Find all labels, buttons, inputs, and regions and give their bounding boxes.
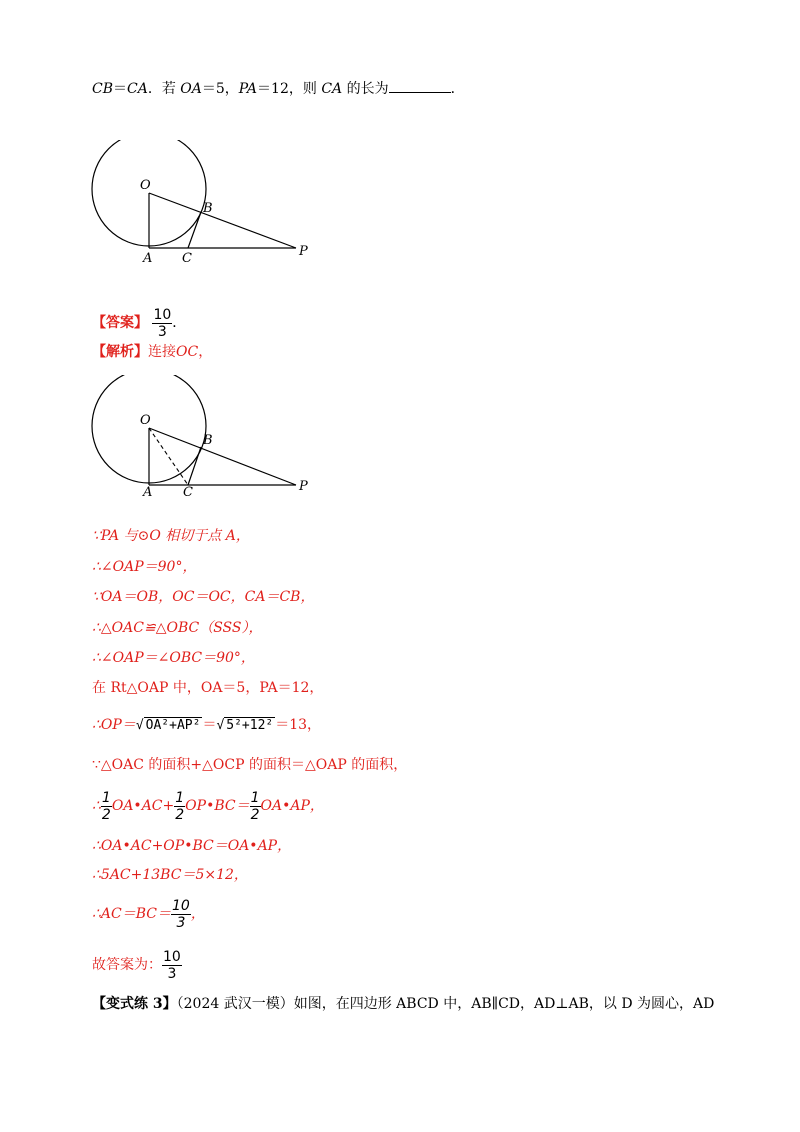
answer-fraction: $\frac{10}{3}$ [153, 306, 172, 340]
step-11: ∴5AC+13BC＝5×12， [92, 867, 248, 883]
step-7-eq: ＝ [202, 717, 217, 733]
label-p-2: P [299, 479, 308, 494]
label-o: O [140, 178, 151, 193]
label-c: C [182, 251, 192, 266]
step-3: ∵OA＝OB，OC＝OC，CA＝CB， [92, 589, 315, 605]
analysis-intro [92, 342, 212, 362]
step-6: 在 Rt△OAP 中，OA＝5，PA＝12， [92, 680, 324, 696]
step-13-text: 故答案为： [92, 957, 162, 973]
step-9-term1: OA•AC+ [111, 798, 175, 814]
step-1: ∵PA 与⊙O 相切于点 A， [92, 528, 250, 544]
step-12-text: ∴AC＝BC＝ [92, 906, 171, 922]
text-cb: CB [92, 81, 113, 97]
step-4: ∴△OAC≌△OBC（SSS）， [92, 620, 263, 636]
answer-blank[interactable] [389, 78, 451, 93]
step-5: ∴∠OAP＝∠OBC＝90°， [92, 650, 255, 666]
step-2: ∴∠OAP＝90°， [92, 559, 197, 575]
half-1: $\frac{1}{2}$ [101, 789, 111, 823]
segment-oc-dashed [149, 428, 188, 485]
segment-op-2 [149, 428, 296, 485]
label-o-2: O [140, 413, 151, 428]
text-ca2: CA [321, 81, 343, 97]
half-3: $\frac{1}{2}$ [250, 789, 260, 823]
answer-line [92, 306, 186, 340]
text-oa-val: ＝5， [201, 81, 239, 97]
analysis-tag: 【解析】 [92, 344, 148, 360]
step-9-therefore: ∴ [92, 798, 101, 814]
variant-exercise [92, 994, 714, 1014]
text-length: 的长为 [342, 81, 389, 97]
segment-cb [188, 212, 201, 248]
step-8: ∵△OAC 的面积+△OCP 的面积＝△OAP 的面积， [92, 757, 408, 773]
step-12-fraction: $\frac{10}{3}$ [172, 897, 190, 931]
label-a-2: A [143, 485, 153, 500]
step-13-fraction: $\frac{10}{3}$ [163, 948, 181, 982]
step-12 [92, 894, 205, 934]
text-if: ．若 [147, 81, 181, 97]
label-c-2: C [183, 485, 193, 500]
text-ca: CA [127, 81, 148, 97]
half-2: $\frac{1}{2}$ [175, 789, 185, 823]
text-oa: OA [180, 81, 202, 97]
step-10: ∴OA•AC+OP•BC＝OA•AP， [92, 838, 292, 854]
analysis-oc: OC [176, 344, 199, 360]
text-pa-val: ＝12，则 [257, 81, 322, 97]
label-a: A [143, 251, 153, 266]
variant-source: （2024 武汉一模） [176, 996, 294, 1012]
label-b: B [203, 201, 213, 216]
answer-end: ． [172, 315, 187, 331]
label-b-2: B [203, 433, 213, 448]
step-9 [92, 786, 324, 826]
step-7-op: ∴OP＝ [92, 717, 136, 733]
step-9-term3: OA•AP， [260, 798, 324, 814]
label-p: P [299, 244, 308, 259]
geometry-figure-1 [80, 140, 330, 270]
variant-text: 如图，在四边形 ABCD 中，AB∥CD，AD⊥AB，以 D 为圆心，AD [293, 996, 715, 1012]
geometry-figure-2 [80, 375, 330, 505]
text-pa: PA [238, 81, 258, 97]
sqrt-1: √ OA²+AP² [135, 718, 201, 733]
problem-statement [92, 78, 465, 99]
step-13 [92, 945, 182, 985]
answer-tag: 【答案】 [92, 315, 148, 331]
sqrt-2: √ 5²+12² [216, 718, 274, 733]
step-9-term2: OP•BC＝ [185, 798, 250, 814]
text-period: ． [450, 81, 465, 97]
analysis-connect: 连接 [148, 344, 176, 360]
text-eq: ＝ [113, 81, 127, 97]
step-12-end: ， [190, 906, 205, 922]
segment-op [149, 193, 296, 248]
step-7 [92, 710, 321, 741]
variant-tag: 【变式练 3】 [92, 996, 177, 1012]
analysis-end: ， [198, 344, 213, 360]
step-7-end: ＝13， [275, 717, 322, 733]
